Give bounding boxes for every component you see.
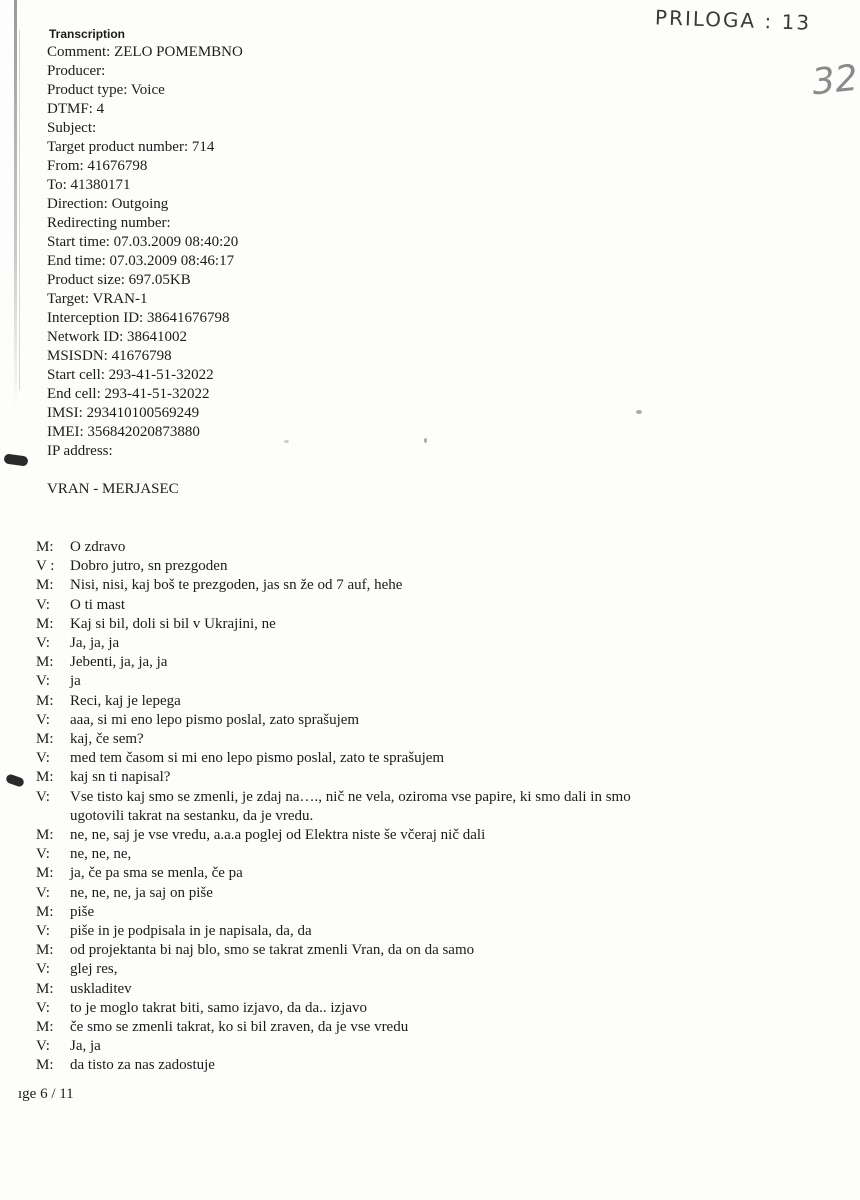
dialog-line [36,596,670,615]
dialog-line [36,845,670,864]
utterance-text: Ja, ja, ja [70,635,120,652]
dialog-line [36,884,670,903]
dialog-line [36,980,670,999]
dialog-line [36,1018,670,1037]
speaker-label: M: [36,903,54,920]
dialog-line [36,634,670,653]
utterance-text: kaj sn ti napisal? [70,769,171,786]
speaker-label: M: [36,1057,54,1074]
metadata-line: Comment: ZELO POMEMBNO [47,44,243,60]
page-footer: ıge 6 / 11 [18,1086,74,1102]
utterance-text: O zdravo [70,539,126,555]
dialog-list [36,538,670,1076]
utterance-text: ne, ne, ne, ja saj on piše [70,884,213,901]
dialog-line [36,692,670,711]
utterance-text: Reci, kaj je lepega [70,692,181,709]
dialog-line [36,826,670,845]
dialog-line [36,903,670,922]
utterance-text: to je moglo takrat biti, samo izjavo, da da.. izjavo [70,999,368,1016]
binder-clip-top [3,453,28,466]
speaker-label: V: [36,1038,50,1055]
utterance-text: uskladitev [70,980,132,997]
handwritten-page-number: 32 [809,57,860,104]
utterance-text: če smo se zmenli takrat, ko si bil zraven, da je vse vredu [70,1019,409,1036]
dialog-line [36,615,670,634]
speaker-label: M: [36,615,54,632]
dialog-line [36,1056,670,1075]
dialog-line [36,538,670,557]
utterance-text: piše [70,903,95,920]
speaker-label: V: [36,750,50,767]
metadata-line: Product size: 697.05KB [47,272,191,288]
speaker-label: M: [36,692,54,709]
dialog-line [36,768,670,787]
utterance-text: Jebenti, ja, ja, ja [70,654,168,671]
metadata-line: From: 41676798 [47,158,148,174]
speaker-label: M: [36,654,54,671]
utterance-text: ne, ne, saj je vse vredu, a.a.a poglej od Elektra niste še včeraj nič dali [70,827,486,844]
utterance-text: ja, če pa sma se menla, če pa [70,865,243,882]
dialog-line [36,864,670,883]
speaker-label: V: [36,635,50,652]
utterance-text: ne, ne, ne, [70,846,132,863]
dialog-line [36,1037,670,1056]
speaker-label: M: [36,577,54,594]
metadata-line: Target product number: 714 [47,139,215,155]
metadata-line: DTMF: 4 [47,101,105,117]
metadata-line: Product type: Voice [47,82,165,98]
speaker-label: M: [36,942,54,959]
binder-clip-bottom [5,773,25,788]
handwritten-annex-note: PRILOGA : 13 [654,5,812,35]
utterance-text: kaj, če sem? [70,731,144,748]
metadata-line: End cell: 293-41-51-32022 [47,386,210,402]
speaker-label: M: [36,769,54,786]
speaker-label: V: [36,884,50,901]
utterance-text: piše in je podpisala in je napisala, da, da [70,923,312,940]
speaker-label: M: [36,827,54,844]
conversation-title: VRAN - MERJASEC [47,481,179,497]
utterance-text: Dobro jutro, sn prezgoden [70,558,228,575]
speaker-label: V: [36,788,50,805]
dialog-line [36,941,670,960]
binder-edge-inner [19,30,20,390]
metadata-line: Start time: 07.03.2009 08:40:20 [47,234,239,250]
metadata-line: Start cell: 293-41-51-32022 [47,367,214,383]
metadata-line: Interception ID: 38641676798 [47,310,230,326]
metadata-line: Producer: [47,63,106,79]
metadata-line: IP address: [47,443,113,459]
speaker-label: V: [36,673,50,690]
speaker-label: M: [36,1019,54,1036]
speaker-label: M: [36,731,54,748]
dialog-line [36,557,670,576]
dialog-line [36,711,670,730]
dialog-line [36,730,670,749]
metadata-line: To: 41380171 [47,177,131,193]
utterance-text: ja [70,673,81,690]
metadata-line: Redirecting number: [47,215,171,231]
dialog-line [36,922,670,941]
utterance-text: Ja, ja [70,1038,101,1055]
metadata-line: End time: 07.03.2009 08:46:17 [47,253,235,269]
utterance-text: Vse tisto kaj smo se zmenli, je zdaj na…., nič ne vela, oziroma vse papire, ki smo dali in smo ugotovili takrat na sestanku, da je vredu. [70,788,631,824]
metadata-line: IMSI: 293410100569249 [47,405,200,421]
utterance-text: med tem časom si mi eno lepo pismo poslal, zato te sprašujem [70,750,445,767]
dialog-line [36,576,670,595]
scan-speck [284,440,289,443]
utterance-text: da tisto za nas zadostuje [70,1057,215,1074]
metadata-line: Subject: [47,120,97,136]
speaker-label: V: [36,923,50,940]
utterance-text: aaa, si mi eno lepo pismo poslal, zato sprašujem [70,711,360,728]
dialog-line [36,653,670,672]
metadata-line: Network ID: 38641002 [47,329,187,345]
dialog-line [36,672,670,691]
utterance-text: Kaj si bil, doli si bil v Ukrajini, ne [70,615,276,632]
speaker-label: M: [36,865,54,882]
dialog-line [36,999,670,1018]
speaker-label: V: [36,846,50,863]
utterance-text: od projektanta bi naj blo, smo se takrat zmenli Vran, da on da samo [70,942,475,959]
scan-speck [636,410,642,414]
speaker-label: V: [36,999,50,1016]
speaker-label: V : [36,558,55,575]
utterance-text: O ti mast [70,596,125,613]
metadata-line: IMEI: 356842020873880 [47,424,200,440]
dialog-line [36,788,670,826]
speaker-label: M: [36,539,54,555]
speaker-label: M: [36,980,54,997]
speaker-label: V: [36,961,50,978]
speaker-label: V: [36,596,50,613]
utterance-text: Nisi, nisi, kaj boš te prezgoden, jas sn že od 7 auf, hehe [70,577,403,594]
metadata-line: Direction: Outgoing [47,196,169,212]
metadata-line: Target: VRAN-1 [47,291,148,307]
document-title: Transcription [49,27,126,41]
utterance-text: glej res, [70,961,118,978]
metadata-line: MSISDN: 41676798 [47,348,172,364]
dialog-line [36,960,670,979]
speaker-label: V: [36,711,50,728]
binder-edge [14,0,17,410]
dialog-line [36,749,670,768]
scan-speck [424,438,427,443]
metadata-list [47,43,243,461]
